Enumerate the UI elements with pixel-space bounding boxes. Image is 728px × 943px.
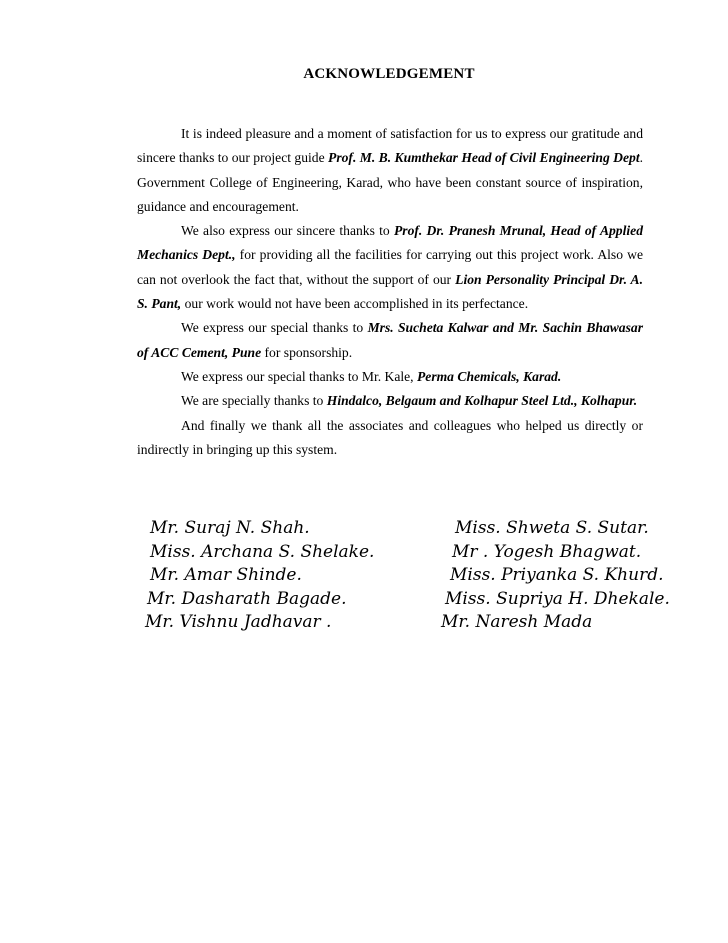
paragraph-text: We express our special thanks to Mr. Kale, (181, 368, 417, 384)
emphasized-text: Prof. M. B. Kumthekar Head of Civil Engineering Dept (328, 150, 640, 166)
emphasized-text: Lion Personality Principal Dr. A. S. Pant, (137, 271, 644, 312)
paragraph-text: We are specially thanks to (181, 393, 327, 409)
signatory-left-2: Miss. Archana S. Shelake. (150, 541, 375, 562)
signatory-right-4: Miss. Supriya H. Dhekale. (445, 588, 670, 609)
paragraph-text: our work would not have been accomplished in its perfectance. (181, 296, 529, 312)
paragraph-text: It is indeed pleasure and a moment of satisfaction for us to express our gratitude and sincere thanks to our project guide (137, 126, 643, 166)
acknowledgement-body (137, 122, 643, 462)
paragraph (137, 414, 643, 463)
emphasized-text: Mrs. Sucheta Kalwar and Mr. Sachin Bhawasar of ACC Cement, Pune (137, 320, 643, 360)
signatory-left-3: Mr. Amar Shinde. (150, 565, 302, 586)
paragraph (137, 389, 643, 413)
signatory-right-3: Miss. Priyanka S. Khurd. (450, 565, 664, 586)
paragraph (137, 365, 643, 389)
paragraph (137, 219, 643, 316)
page-title: ACKNOWLEDGEMENT (303, 66, 475, 82)
paragraph-text: And finally we thank all the associates and colleagues who helped us directly or indirectly in bringing up this system. (137, 417, 643, 457)
emphasized-text: Hindalco, Belgaum and Kolhapur Steel Ltd., Kolhapur. (326, 393, 638, 409)
paragraph-text: for providing all the facilities for carrying out this project work. Also we can not overlook the fact that, without the support of our (137, 247, 643, 287)
signatory-left-1: Mr. Suraj N. Shah. (150, 518, 310, 538)
paragraph (137, 316, 643, 365)
paragraph-text: We express our special thanks to (181, 320, 368, 336)
signatory-right-1: Miss. Shweta S. Sutar. (455, 518, 649, 538)
signatory-left-4: Mr. Dasharath Bagade. (147, 588, 347, 609)
emphasized-text: Prof. Dr. Pranesh Mrunal, Head of Applied Mechanics Dept., (137, 223, 643, 263)
paragraph-text: for sponsorship. (261, 344, 353, 360)
paragraph-text: . Government College of Engineering, Karad, who have been constant source of inspiration, guidance and encouragement. (137, 150, 643, 214)
signatory-right-2: Mr . Yogesh Bhagwat. (452, 541, 642, 562)
signatory-left-5: Mr. Vishnu Jadhavar . (145, 612, 332, 633)
paragraph-text: We also express our sincere thanks to (181, 223, 394, 239)
paragraph (137, 122, 643, 219)
signatory-right-5: Mr. Naresh Mada (441, 612, 593, 633)
emphasized-text: Perma Chemicals, Karad. (416, 368, 562, 384)
